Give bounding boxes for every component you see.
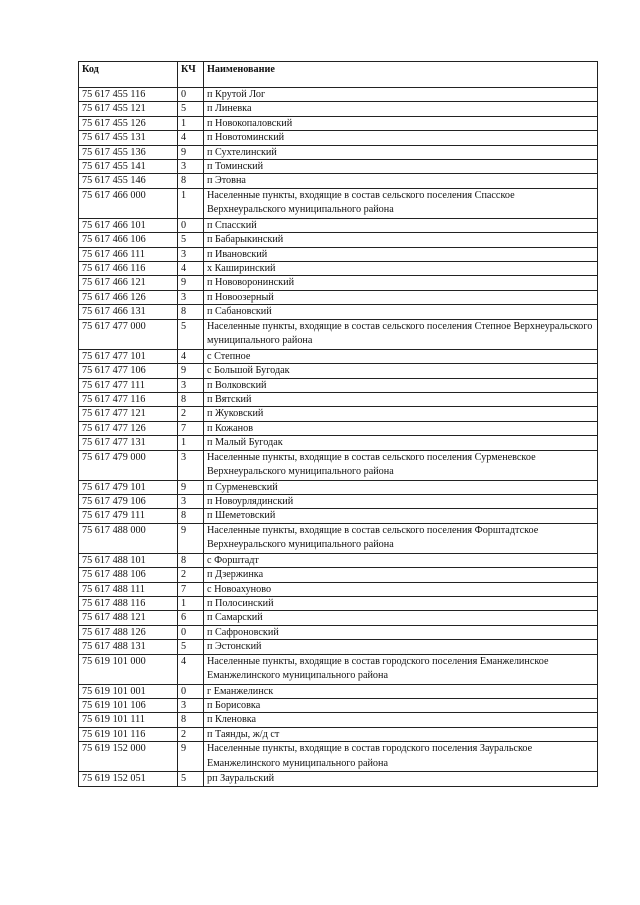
cell-name: г Еманжелинск [204,684,598,698]
cell-kch: 6 [178,611,204,625]
table-row [79,88,598,102]
cell-code: 75 617 477 116 [79,392,178,406]
cell-name: п Вятский [204,392,598,406]
cell-kch: 4 [178,262,204,276]
cell-name: п Борисовка [204,699,598,713]
header-code: Код [79,62,178,88]
table-row [79,654,598,684]
table-row [79,596,598,610]
table-row [79,611,598,625]
table-row [79,582,598,596]
cell-name: п Этовна [204,174,598,188]
table-row [79,116,598,130]
table-row [79,480,598,494]
table-row [79,713,598,727]
cell-name: п Томинский [204,160,598,174]
cell-name: п Полосинский [204,596,598,610]
cell-code: 75 617 477 000 [79,319,178,349]
table-row [79,160,598,174]
cell-name: п Шеметовский [204,509,598,523]
cell-code: 75 617 455 121 [79,102,178,116]
cell-name: п Новокопаловский [204,116,598,130]
cell-code: 75 617 477 131 [79,436,178,450]
cell-name: п Кожанов [204,421,598,435]
cell-name: Населенные пункты, входящие в состав сельского поселения Сурменевское Верхнеуральского муниципального района [204,450,598,480]
cell-code: 75 619 101 111 [79,713,178,727]
cell-kch: 8 [178,305,204,319]
cell-kch: 0 [178,625,204,639]
cell-name: Населенные пункты, входящие в состав сельского поселения Спасское Верхнеуральского муниципального района [204,188,598,218]
header-name: Наименование [204,62,598,88]
cell-name: п Нововоронинский [204,276,598,290]
table-row [79,699,598,713]
cell-kch: 3 [178,450,204,480]
cell-name: п Дзержинка [204,568,598,582]
cell-code: 75 617 488 126 [79,625,178,639]
table-row [79,684,598,698]
table-row [79,218,598,232]
cell-kch: 7 [178,582,204,596]
table-row [79,392,598,406]
table-row [79,290,598,304]
cell-kch: 9 [178,276,204,290]
table-row [79,349,598,363]
cell-code: 75 617 488 106 [79,568,178,582]
document-page [78,61,597,787]
table-row [79,262,598,276]
cell-kch: 9 [178,480,204,494]
cell-kch: 4 [178,654,204,684]
cell-code: 75 619 101 116 [79,727,178,741]
table-row [79,494,598,508]
cell-name: Населенные пункты, входящие в состав сельского поселения Форштадтское Верхнеуральского муниципального района [204,523,598,553]
table-row [79,247,598,261]
cell-kch: 5 [178,319,204,349]
table-row [79,553,598,567]
cell-code: 75 617 455 131 [79,131,178,145]
cell-code: 75 617 477 106 [79,364,178,378]
cell-code: 75 617 466 101 [79,218,178,232]
cell-code: 75 617 466 106 [79,233,178,247]
cell-kch: 2 [178,568,204,582]
cell-kch: 8 [178,392,204,406]
cell-name: п Спасский [204,218,598,232]
table-row [79,305,598,319]
cell-name: п Новоурлядинский [204,494,598,508]
cell-code: 75 617 479 111 [79,509,178,523]
cell-code: 75 617 455 146 [79,174,178,188]
cell-name: Населенные пункты, входящие в состав городского поселения Еманжелинское Еманжелинского муниципального района [204,654,598,684]
table-row [79,509,598,523]
cell-name: х Каширинский [204,262,598,276]
table-row [79,174,598,188]
table-row [79,145,598,159]
cell-kch: 8 [178,509,204,523]
cell-code: 75 619 101 000 [79,654,178,684]
cell-code: 75 617 477 121 [79,407,178,421]
cell-name: п Жуковский [204,407,598,421]
cell-kch: 7 [178,421,204,435]
table-row [79,319,598,349]
cell-kch: 3 [178,699,204,713]
cell-kch: 1 [178,116,204,130]
cell-name: п Сурменевский [204,480,598,494]
cell-code: 75 617 466 126 [79,290,178,304]
cell-code: 75 617 477 126 [79,421,178,435]
cell-kch: 8 [178,713,204,727]
cell-name: п Сафроновский [204,625,598,639]
cell-kch: 3 [178,290,204,304]
cell-name: п Линевка [204,102,598,116]
cell-kch: 5 [178,640,204,654]
cell-name: п Сухтелинский [204,145,598,159]
cell-code: 75 617 466 000 [79,188,178,218]
cell-code: 75 619 152 000 [79,742,178,772]
cell-code: 75 619 101 001 [79,684,178,698]
cell-name: п Новоозерный [204,290,598,304]
table-row [79,568,598,582]
cell-kch: 8 [178,174,204,188]
table-row [79,727,598,741]
table-row [79,102,598,116]
cell-kch: 2 [178,407,204,421]
cell-name: п Бабарыкинский [204,233,598,247]
table-row [79,131,598,145]
table-row [79,276,598,290]
cell-code: 75 619 101 106 [79,699,178,713]
cell-kch: 9 [178,523,204,553]
cell-name: п Таянды, ж/д ст [204,727,598,741]
cell-name: п Самарский [204,611,598,625]
cell-code: 75 617 479 101 [79,480,178,494]
cell-name: п Малый Бугодак [204,436,598,450]
table-row [79,233,598,247]
cell-kch: 5 [178,772,204,786]
cell-kch: 5 [178,233,204,247]
cell-kch: 2 [178,727,204,741]
cell-code: 75 617 466 131 [79,305,178,319]
table-row [79,772,598,786]
cell-code: 75 617 488 131 [79,640,178,654]
cell-code: 75 617 455 126 [79,116,178,130]
table-row [79,625,598,639]
cell-name: п Сабановский [204,305,598,319]
cell-name: п Крутой Лог [204,88,598,102]
cell-code: 75 617 455 141 [79,160,178,174]
cell-name: с Большой Бугодак [204,364,598,378]
table-row [79,436,598,450]
cell-code: 75 617 477 111 [79,378,178,392]
cell-code: 75 617 479 106 [79,494,178,508]
cell-kch: 5 [178,102,204,116]
cell-name: п Кленовка [204,713,598,727]
cell-name: Населенные пункты, входящие в состав городского поселения Зауральское Еманжелинского муниципального района [204,742,598,772]
table-header-row [79,62,598,88]
cell-kch: 1 [178,188,204,218]
cell-name: Населенные пункты, входящие в состав сельского поселения Степное Верхнеуральского муниципального района [204,319,598,349]
cell-name: рп Зауральский [204,772,598,786]
table-row [79,450,598,480]
cell-code: 75 617 479 000 [79,450,178,480]
table-row [79,523,598,553]
cell-kch: 1 [178,596,204,610]
cell-code: 75 617 488 111 [79,582,178,596]
cell-code: 75 617 466 111 [79,247,178,261]
table-body [79,88,598,787]
table-row [79,742,598,772]
table-row [79,364,598,378]
cell-name: с Новоахуново [204,582,598,596]
cell-name: с Степное [204,349,598,363]
cell-code: 75 619 152 051 [79,772,178,786]
cell-code: 75 617 455 116 [79,88,178,102]
cell-name: с Форштадт [204,553,598,567]
header-kch: КЧ [178,62,204,88]
cell-code: 75 617 477 101 [79,349,178,363]
cell-kch: 3 [178,494,204,508]
cell-kch: 0 [178,684,204,698]
table-row [79,378,598,392]
cell-kch: 4 [178,349,204,363]
cell-code: 75 617 488 101 [79,553,178,567]
cell-kch: 8 [178,553,204,567]
cell-name: п Волковский [204,378,598,392]
cell-kch: 3 [178,378,204,392]
cell-kch: 9 [178,364,204,378]
cell-name: п Новотоминский [204,131,598,145]
cell-code: 75 617 455 136 [79,145,178,159]
cell-code: 75 617 488 121 [79,611,178,625]
cell-code: 75 617 466 121 [79,276,178,290]
cell-code: 75 617 488 116 [79,596,178,610]
cell-kch: 4 [178,131,204,145]
cell-kch: 9 [178,742,204,772]
cell-kch: 3 [178,247,204,261]
cell-kch: 0 [178,218,204,232]
cell-name: п Эстонский [204,640,598,654]
table-row [79,640,598,654]
cell-kch: 9 [178,145,204,159]
cell-code: 75 617 488 000 [79,523,178,553]
table-row [79,421,598,435]
cell-kch: 0 [178,88,204,102]
okato-table [78,61,598,787]
cell-kch: 1 [178,436,204,450]
cell-kch: 3 [178,160,204,174]
cell-name: п Ивановский [204,247,598,261]
cell-code: 75 617 466 116 [79,262,178,276]
table-row [79,407,598,421]
table-row [79,188,598,218]
